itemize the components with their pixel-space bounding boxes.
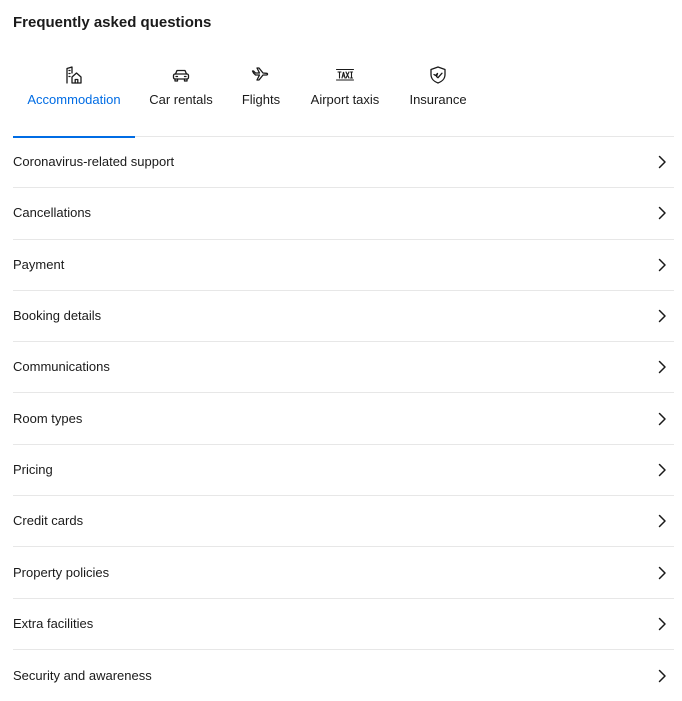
faq-label: Payment	[13, 256, 65, 272]
faq-item-coronavirus-related-support[interactable]	[13, 137, 674, 188]
chevron-right-icon	[654, 668, 670, 684]
house-icon	[64, 65, 84, 85]
chevron-right-icon	[654, 565, 670, 581]
chevron-right-icon	[654, 513, 670, 529]
tab-car-rentals[interactable]	[135, 61, 227, 137]
tab-label: Insurance	[409, 92, 467, 107]
chevron-right-icon	[654, 411, 670, 427]
faq-section	[13, 0, 674, 701]
faq-item-pricing[interactable]	[13, 445, 674, 496]
faq-label: Extra facilities	[13, 615, 94, 631]
faq-label: Pricing	[13, 461, 53, 477]
chevron-right-icon	[654, 308, 670, 324]
tab-flights[interactable]	[227, 61, 295, 137]
faq-label: Property policies	[13, 564, 110, 580]
tab-label: Flights	[241, 92, 281, 107]
faq-item-booking-details[interactable]	[13, 291, 674, 342]
taxi-icon	[335, 65, 355, 85]
faq-item-payment[interactable]	[13, 240, 674, 291]
faq-label: Communications	[13, 359, 110, 375]
page-title: Frequently asked questions	[13, 14, 212, 31]
car-icon	[171, 65, 191, 85]
faq-label: Coronavirus-related support	[13, 154, 175, 170]
faq-item-property-policies[interactable]	[13, 547, 674, 598]
chevron-right-icon	[654, 359, 670, 375]
tab-accommodation[interactable]	[13, 61, 135, 137]
faq-item-communications[interactable]	[13, 342, 674, 393]
faq-item-room-types[interactable]	[13, 393, 674, 444]
category-tabs	[13, 61, 674, 137]
tab-label: Car rentals	[149, 92, 213, 107]
chevron-right-icon	[654, 154, 670, 170]
faq-label: Room types	[13, 410, 83, 426]
faq-label: Credit cards	[13, 513, 84, 529]
tab-label: Accommodation	[27, 92, 121, 107]
faq-item-extra-facilities[interactable]	[13, 599, 674, 650]
shield-icon	[428, 65, 448, 85]
faq-label: Cancellations	[13, 205, 92, 221]
chevron-right-icon	[654, 257, 670, 273]
faq-item-security-and-awareness[interactable]	[13, 650, 674, 701]
chevron-right-icon	[654, 616, 670, 632]
faq-label: Booking details	[13, 308, 102, 324]
tab-insurance[interactable]	[395, 61, 481, 137]
tab-label: Airport taxis	[310, 92, 380, 107]
airplane-icon	[251, 65, 271, 85]
faq-label: Security and awareness	[13, 667, 152, 683]
chevron-right-icon	[654, 462, 670, 478]
faq-item-cancellations[interactable]	[13, 188, 674, 239]
tab-airport-taxis[interactable]	[295, 61, 395, 137]
chevron-right-icon	[654, 205, 670, 221]
faq-item-credit-cards[interactable]	[13, 496, 674, 547]
faq-list	[13, 137, 674, 701]
